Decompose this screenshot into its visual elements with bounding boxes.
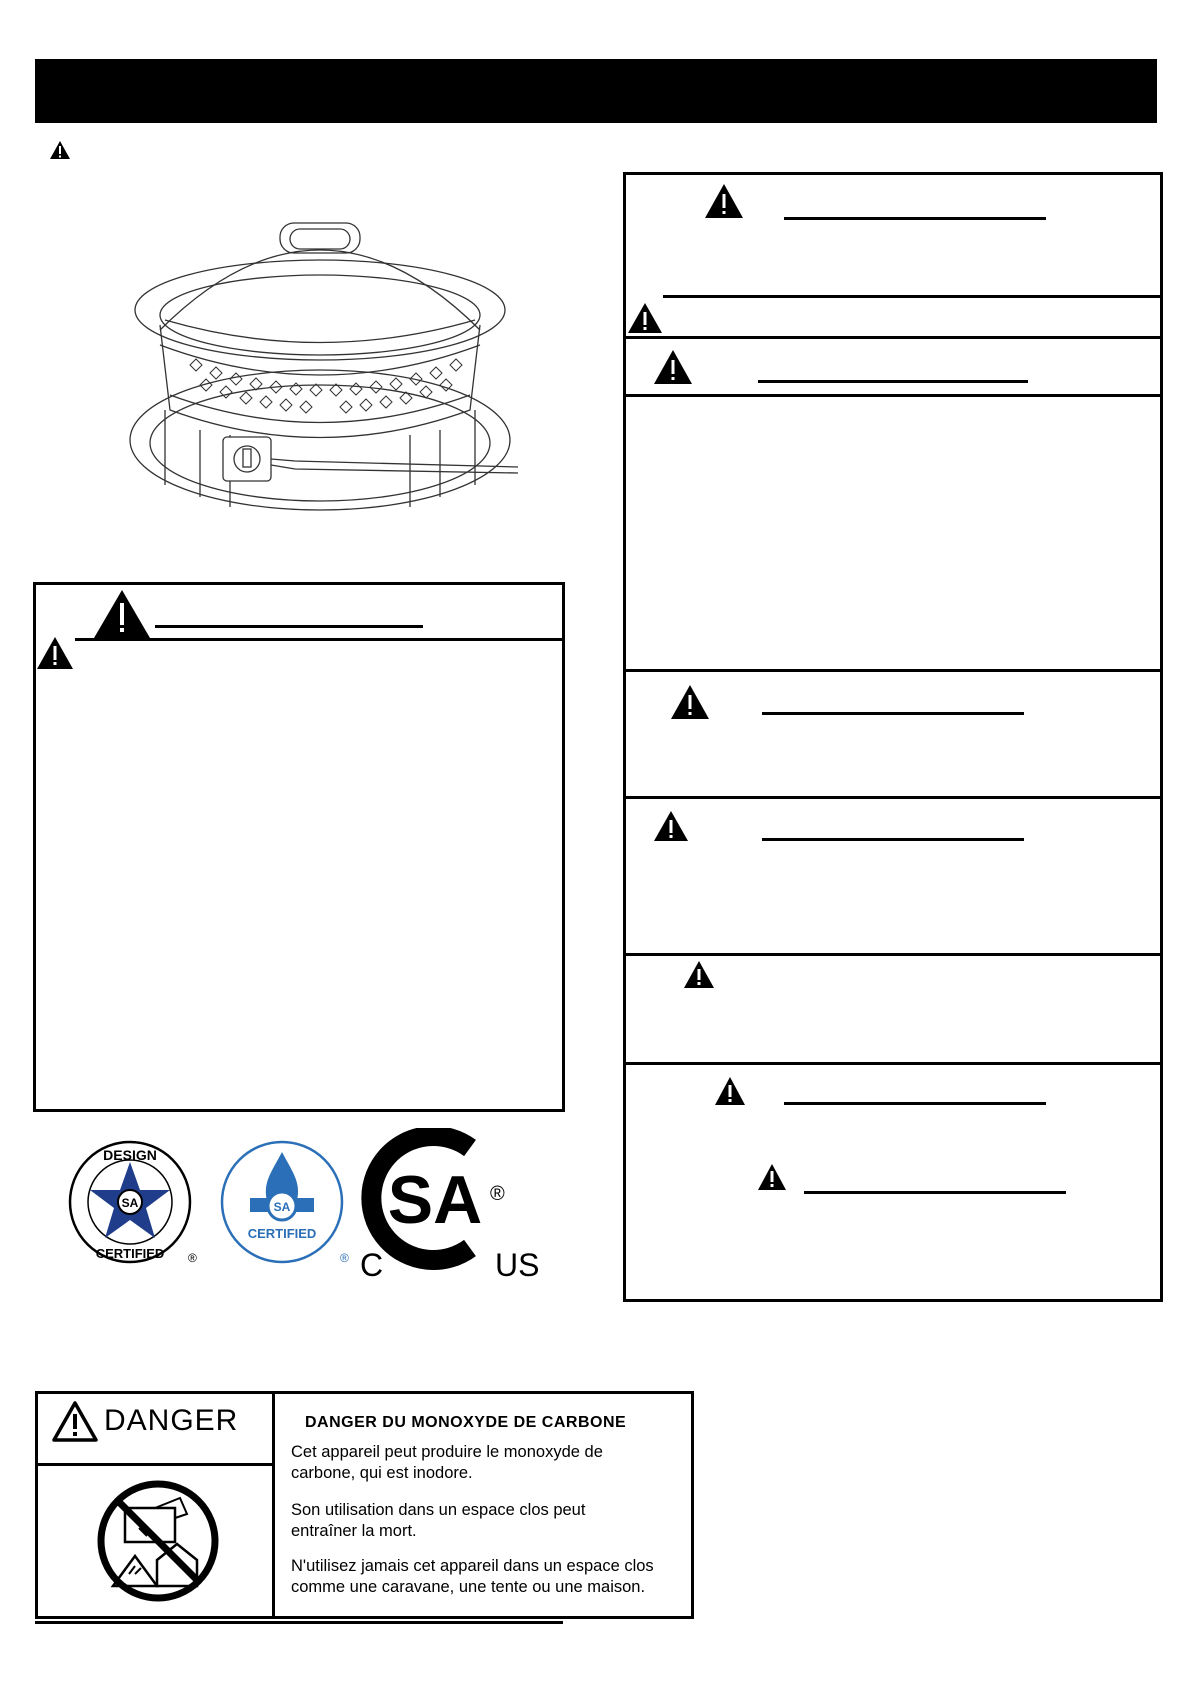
csa-country-us: US xyxy=(495,1247,540,1283)
no-enclosed-space-icon xyxy=(95,1478,221,1604)
title-underline xyxy=(784,217,1046,220)
csa-us-logo xyxy=(360,1128,550,1288)
warning-triangle-icon xyxy=(36,636,74,670)
csa-country-c: C xyxy=(360,1247,384,1283)
warning-triangle-icon xyxy=(653,810,689,842)
right-warning-column xyxy=(623,172,1163,1302)
section-divider xyxy=(623,669,1163,672)
warning-triangle-icon xyxy=(627,302,663,334)
header-bar xyxy=(35,59,1157,123)
design-label: DESIGN xyxy=(103,1147,157,1163)
registered-mark: ® xyxy=(188,1251,197,1265)
design-certified-logo xyxy=(68,1140,198,1270)
title-underline xyxy=(804,1191,1066,1194)
warning-triangle-icon xyxy=(714,1076,746,1106)
danger-panel-paragraph: Son utilisation dans un espace clos peut entraîner la mort. xyxy=(291,1501,586,1540)
section-divider xyxy=(623,1062,1163,1065)
section-divider xyxy=(663,295,1163,298)
certified-label: CERTIFIED xyxy=(95,1246,165,1261)
title-underline xyxy=(155,625,423,628)
svg-text:SA: SA xyxy=(273,1200,291,1214)
left-warning-box xyxy=(33,582,565,1112)
warning-triangle-icon xyxy=(670,684,710,720)
warning-triangle-icon xyxy=(683,960,715,989)
fire-pit-illustration xyxy=(120,215,520,545)
danger-panel-paragraph: Cet appareil peut produire le monoxyde de carbone, qui est inodore. xyxy=(291,1443,603,1482)
danger-panel-title: DANGER DU MONOXYDE DE CARBONE xyxy=(305,1414,627,1431)
danger-header xyxy=(52,1400,238,1442)
warning-triangle-icon xyxy=(52,1400,98,1442)
danger-panel-paragraph: N'utilisez jamais cet appareil dans un espace clos comme une caravane, une tente ou une maison. xyxy=(291,1557,654,1596)
registered-mark: ® xyxy=(490,1183,505,1205)
blue-certified-label: CERTIFIED xyxy=(247,1226,317,1241)
bottom-rule xyxy=(35,1621,563,1624)
warning-triangle-icon xyxy=(757,1163,787,1191)
section-divider xyxy=(623,796,1163,799)
title-underline xyxy=(758,380,1028,383)
danger-label: DANGER xyxy=(104,1404,239,1437)
registered-mark: ® xyxy=(340,1251,349,1265)
section-divider xyxy=(623,394,1163,397)
danger-panel-hdivider xyxy=(35,1463,275,1466)
section-divider xyxy=(623,336,1163,339)
warning-triangle-icon xyxy=(49,140,71,160)
csa-mark: SA xyxy=(387,1162,483,1238)
title-underline xyxy=(762,838,1024,841)
warning-triangle-icon xyxy=(92,588,152,640)
section-divider xyxy=(623,953,1163,956)
danger-panel-vdivider xyxy=(272,1391,275,1619)
warning-triangle-icon xyxy=(704,183,744,219)
svg-text:SA: SA xyxy=(121,1196,139,1210)
blue-flame-certified-logo xyxy=(220,1140,350,1270)
warning-triangle-icon xyxy=(653,349,693,385)
title-underline xyxy=(784,1102,1046,1105)
title-underline xyxy=(762,712,1024,715)
